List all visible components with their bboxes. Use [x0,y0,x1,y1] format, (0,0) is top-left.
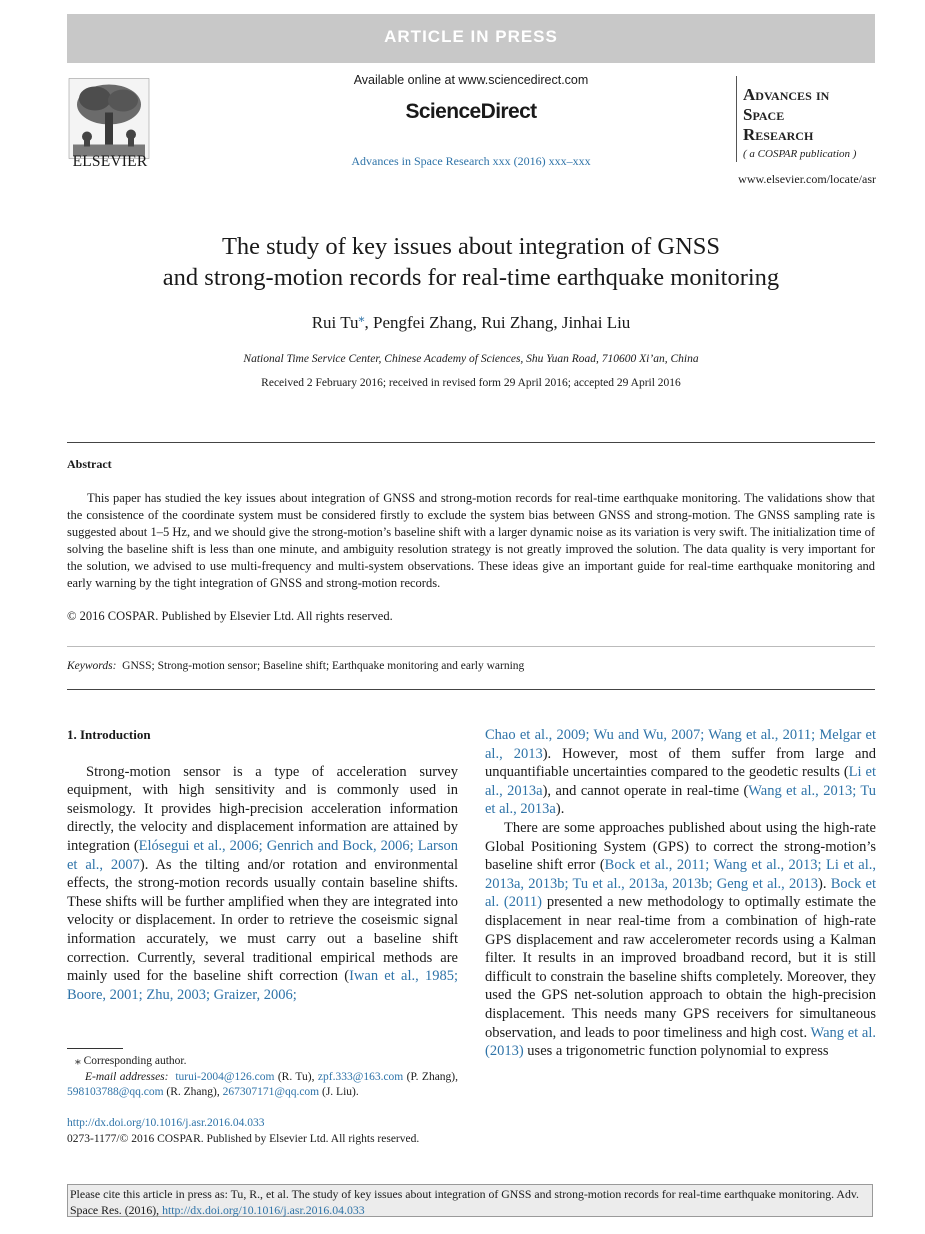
divider-keywords [67,646,875,647]
corresponding-author-mark[interactable]: ⁎ [358,310,365,325]
intro-paragraph-1: Strong-motion sensor is a type of acceleration survey equipment, with high sensitivity and is commonly used in seismology. It provides high-precision acceleration information directly, the velocity and displacement information are attained by integration (Elósegui et al., 2006; Genrich and Bock, 2006; Larson et al., 2007). As the tilting and/or rotation and environmental effects, the strong-motion records usually contain baseline shifts. These shifts will be further amplified when they are integrated into velocity or displacement. In order to retrieve the coseismic signal information accurately, we must carry out a baseline shift correction. Currently, several traditional empirical methods are mainly used for the baseline shift correction (Iwan et al., 1985; Boore, 2001; Zhu, 2003; Graizer, 2006; [67,763,459,1003]
citation-doi-link[interactable]: http://dx.doi.org/10.1016/j.asr.2016.04.033 [162,1202,365,1217]
abstract-heading: Abstract [67,457,112,471]
body-column-left [67,726,458,1004]
footnote-rule [67,1048,123,1049]
received-dates: Received 2 February 2016; received in revised form 29 April 2016; accepted 29 April 2016 [261,377,681,389]
elsevier-wordmark: ELSEVIER [72,153,148,170]
abstract-body: This paper has studied the key issues about integration of GNSS and strong-motion records for real-time earthquake monitoring. The validations show that the consistence of the coordinate system must be considered firstly to exclude the system bias between GNSS and strong-motion. The GNSS sampling rate is suggested about 1–5 Hz, and we should give the strong-motion’s baseline shift with a larger dynamic noise as its variation is very swift. The initialization time of solving the baseline shift is less than one minute, and ambiguity resolution strategy is not greatly improved the solution. The data quality is very important for the solution, we advised to use multi-frequency and multi-system observations. These ideas give an important guide for real-time earthquake monitoring and early warning by the tight integration of GNSS and strong-motion records. [67,491,875,590]
intro-paragraph-2: There are some approaches published about using the high-rate Global Positioning System (GPS) to correct the strong-motion’s baseline shift error (Bock et al., 2011; Wang et al., 2013; Li et al., 2013a, 2013b; Tu et al., 2013a, 2013b; Geng et al., 2013). Bock et al. (2011) presented a new methodology to optimally estimate the displacement in near real-time from a combination of high-rate GPS displacement and raw accelerometer records using a Kalman filter. It results in an improved broadband record, but it is still difficult to constrain the baseline shifts completely. Moreover, they used the GPS net-solution approach to obtain the high-precision displacement. This needs many GPS receivers for simultaneous observation, and leads to poor timeliness and high cost. Wang et al. (2013) uses a trigonometric function polynomial to express [485,819,876,1060]
body-column-right [485,726,876,1061]
article-title [67,231,875,293]
email-addresses: E-mail addresses: turui-2004@126.com (R. Tu), zpf.333@163.com (P. Zhang), 598103788@qq.com (R. Zhang), 267307171@qq.com (J. Liu). [67,1070,458,1098]
journal-reference-link[interactable]: Advances in Space Research xxx (2016) xxx–xxx [351,154,591,168]
keywords-label: Keywords: [67,660,117,672]
ref-link[interactable]: Bock et al., 2011; Wang et al., 2013; Li et al., 2013a, 2013b; Tu et al., 2013a, 2013b; Geng et al., 2013 [485,857,876,892]
asr-logo-line3: Research [743,125,814,144]
asr-logo-line2: Space [743,105,785,124]
affiliation: National Time Service Center, Chinese Academy of Sciences, Shu Yuan Road, 710600 Xi’an, China [243,353,699,365]
asr-logo-line1: Advances in [743,85,830,104]
ref-link[interactable]: Elósegui et al., 2006; Genrich and Bock, 2006; Larson et al., 2007 [67,837,458,873]
author-first: Rui Tu [311,313,359,332]
author-list [67,310,875,333]
divider-top [67,442,875,443]
intro-paragraph-1-cont: Chao et al., 2009; Wu and Wu, 2007; Wang et al., 2011; Melgar et al., 2013). However, most of them suffer from large and unquantifiable uncertainties compared to the geodetic results (Li et al., 2013a), and cannot operate in real-time (Wang et al., 2013; Tu et al., 2013a). [485,727,876,818]
asr-logo-line4: ( a COSPAR publication ) [743,148,857,160]
issn-copyright: 0273-1177/© 2016 COSPAR. Published by Elsevier Ltd. All rights reserved. [67,1133,420,1145]
abstract-copyright: © 2016 COSPAR. Published by Elsevier Ltd. All rights reserved. [67,609,393,623]
divider-body [67,689,875,690]
asr-journal-logo [736,76,877,162]
available-online-text: Available online at www.sciencedirect.com [353,73,589,87]
article-in-press-banner: ARTICLE IN PRESS [67,14,875,63]
citation-text: Please cite this article in press as: Tu, R., et al. The study of key issues about integration of GNSS and strong-motion records for real-time earthquake monitoring. Adv. Space Res. (2016), [70,1187,859,1217]
footnote [67,1054,458,1101]
keywords-text: GNSS; Strong-motion sensor; Baseline shift; Earthquake monitoring and early warning [122,660,525,672]
doi-link[interactable]: http://dx.doi.org/10.1016/j.asr.2016.04.033 [67,1117,265,1129]
author-rest: , Pengfei Zhang, Rui Zhang, Jinhai Liu [364,313,631,332]
corresponding-author-note: ⁎ Corresponding author. [75,1055,187,1067]
ref-link[interactable]: Wang et al., 2013; Tu et al., 2013a [485,782,876,818]
email-link[interactable]: zpf.333@163.com [317,1070,404,1083]
email-link[interactable]: 598103788@qq.com [67,1086,164,1098]
email-link[interactable]: turui-2004@126.com [175,1070,275,1083]
ref-link[interactable]: Wang et al. (2013) [485,1024,876,1060]
section-heading: 1. Introduction [67,727,151,742]
title-line-1: The study of key issues about integration of GNSS [221,233,721,260]
email-link[interactable]: 267307171@qq.com [222,1086,320,1098]
ref-link[interactable]: Chao et al., 2009; Wu and Wu, 2007; Wang et al., 2011; Melgar et al., 2013 [485,727,876,762]
journal-url[interactable]: www.elsevier.com/locate/asr [738,172,876,186]
title-line-2: and strong-motion records for real-time earthquake monitoring [162,264,780,291]
ref-link[interactable]: Li et al., 2013a [485,764,876,799]
sciencedirect-logo: ScienceDirect [405,100,537,123]
keywords [67,660,875,672]
ref-link[interactable]: Bock et al. (2011) [485,875,876,911]
ref-link[interactable]: Iwan et al., 1985; Boore, 2001; Zhu, 2003; Graizer, 2006; [67,968,459,1003]
citation-box [67,1184,873,1217]
